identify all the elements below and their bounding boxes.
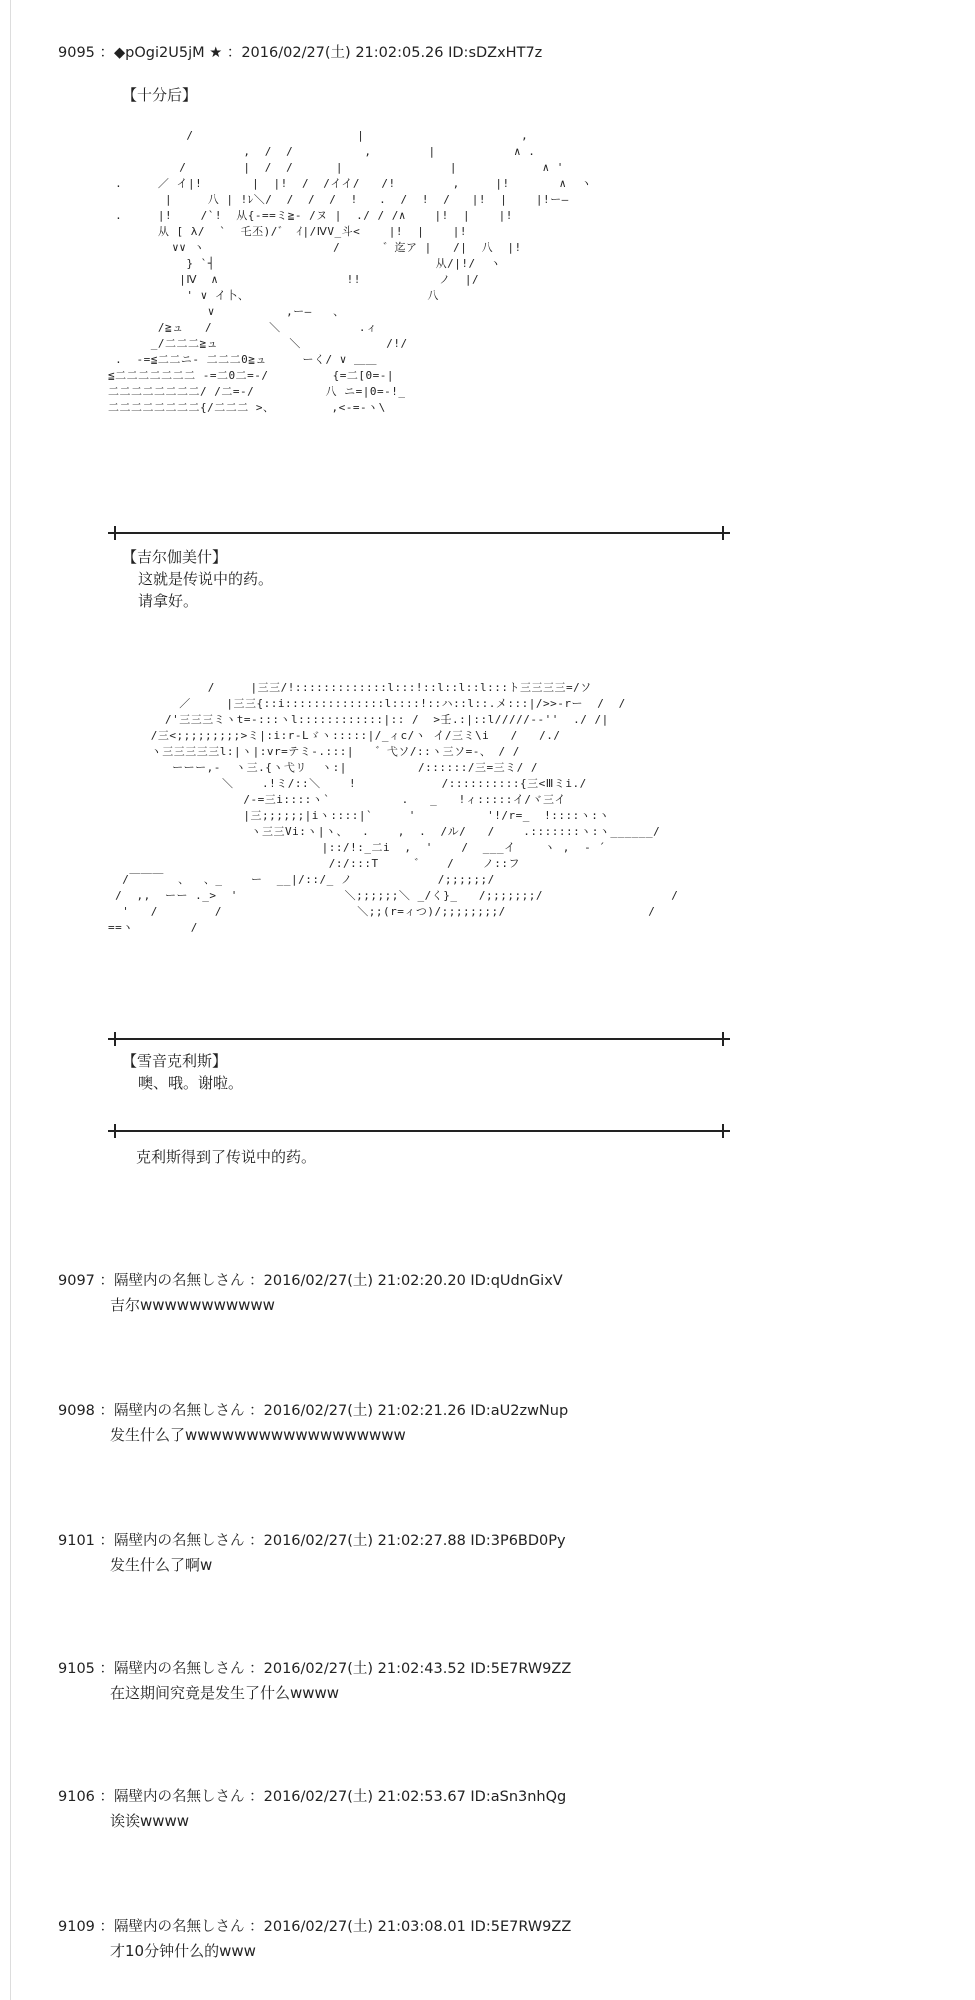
dialogue-chris: 噢、哦。谢啦。 bbox=[138, 1074, 244, 1092]
dialogue-line: 这就是传说中的药。 bbox=[138, 570, 274, 588]
post-header-9101: 9101 ：隔壁内の名無しさん ：2016/02/27(土) 21:02:27.88 ID:3P6BD0Py bbox=[58, 1533, 566, 1549]
speaker-gilgamesh: 【吉尔伽美什】 bbox=[122, 548, 228, 566]
divider-line bbox=[114, 1038, 724, 1040]
post-header-9106: 9106 ：隔壁内の名無しさん ：2016/02/27(土) 21:02:53.67 ID:aSn3nhQg bbox=[58, 1789, 567, 1805]
divider-line bbox=[114, 1130, 724, 1132]
post-body-9098: 发生什么了wwwwwwwwwwwwwwwwww bbox=[110, 1426, 406, 1444]
post-header-9095: 9095 ：◆pOgi2U5jM ★ ：2016/02/27(土) 21:02:05.26 ID:sDZxHT7z bbox=[58, 45, 543, 61]
post-header-9105: 9105 ：隔壁内の名無しさん ：2016/02/27(土) 21:02:43.52 ID:5E7RW9ZZ bbox=[58, 1661, 572, 1677]
post-body-9106: 诶诶wwww bbox=[110, 1812, 190, 1830]
dialogue-line: 请拿好。 bbox=[138, 592, 199, 610]
scene-label: 【十分后】 bbox=[122, 86, 198, 104]
post-body-9101: 发生什么了啊w bbox=[110, 1556, 213, 1574]
ascii-art-scene-1: / | , , / / , | ∧ . / | / / | | ∧ ' . ／ イ|! | |! / /イイ/ /! , |! ∧ ヽ | 八 | !ﾚ＼/ / / / ! . / ! / |! | |!ー― . |! /`! 从{-==ミ≧- /ヌ | ./ / /∧ |! | |! 从 [ λ/ ` 乇丕)/゛ ｲ|/ⅣV_斗< |! | |! ∨∨ ヽ / ゛迄ア | /| 八 |! } `┤ 从/|!/ ヽ |Ⅳ ∧ !! ノ |/ ' ∨ イ卜、 八 ∨ ,ー― 、 /≧ュ / ＼ .ィ _/二二二≧ュ ＼ /!/ . -=≦二二ニ- 二二二0≧ュ ーく/ ∨ ＿＿ ≦二二二二二二二 -=二0二=-/ {=二[0=-| 二二二二二二二二/ /二=-/ 八 ニ=|0=-!_ 二二二二二二二二{/二二二 >、 ,<-=-ヽ\ bbox=[108, 129, 593, 414]
speaker-chris: 【雪音克利斯】 bbox=[122, 1052, 228, 1070]
post-body-9097: 吉尔wwwwwwwwwww bbox=[110, 1296, 275, 1314]
dialogue-gilgamesh bbox=[138, 568, 273, 612]
post-body-9105: 在这期间究竟是发生了什么wwww bbox=[110, 1684, 340, 1702]
post-body-9109: 才10分钟什么的www bbox=[110, 1942, 256, 1960]
divider-line bbox=[114, 532, 724, 534]
ascii-art-scene-2: / |三三/!:::::::::::::l:::!::l::l::l:::ト三三三三=/ソ ／ |三三{::i::::::::::::::l::::!::ハ::l::.メ:::|/>>-rー / / /'三三三ミヽt=-:::ヽl::::::::::::|:: / >壬.:|::l/////--'' ./ /| /三<;;;;;;;;;>ミ|:i:r-Lゞヽ:::::|/_ィc/ヽ イ/三ミ\i / /./ ヽ三三三三三l:|ヽ|:vr=テミ-.:::| ゛弋ソ/::ヽ三ソ=-、 / / ーーー,- ヽ三.{ヽ弋リ ヽ:| /::::::/三=三ミ/ / ＼ .!ミ/::＼ ! /::::::::::{三<Ⅲミi./ /-=三i::::ヽ` . _ !ィ:::::イ/ヾ三イ |三;;;;;;|iヽ::::|` ' '!/r=_ !::::ヽ:ヽ ヽ三三Vi:ヽ|ヽ、 . , . /ル/ / .:::::::ヽ:ヽ______/ |::/!:_二i , ' / ___イ ヽ , - ´ /:/:::T ゛ / ノ::フ /￣￣￣ 、 、_ ー __|/::/_ ノ /;;;;;;/ / ,, ーー ._> ' ＼;;;;;;＼ _/く}_ /;;;;;;;/ / ' / / ＼;;(r=ィつ)/;;;;;;;;/ / ==ヽ / bbox=[108, 681, 679, 934]
left-margin-rule bbox=[10, 0, 11, 2000]
post-header-9097: 9097 ：隔壁内の名無しさん ：2016/02/27(土) 21:02:20.20 ID:qUdnGixV bbox=[58, 1273, 563, 1289]
divider-cross-right bbox=[716, 526, 730, 540]
divider-cross-right bbox=[716, 1032, 730, 1046]
post-header-9109: 9109 ：隔壁内の名無しさん ：2016/02/27(土) 21:03:08.01 ID:5E7RW9ZZ bbox=[58, 1919, 572, 1935]
post-header-9098: 9098 ：隔壁内の名無しさん ：2016/02/27(土) 21:02:21.26 ID:aU2zwNup bbox=[58, 1403, 569, 1419]
narration: 克利斯得到了传说中的药。 bbox=[136, 1148, 317, 1166]
divider-cross-right bbox=[716, 1124, 730, 1138]
